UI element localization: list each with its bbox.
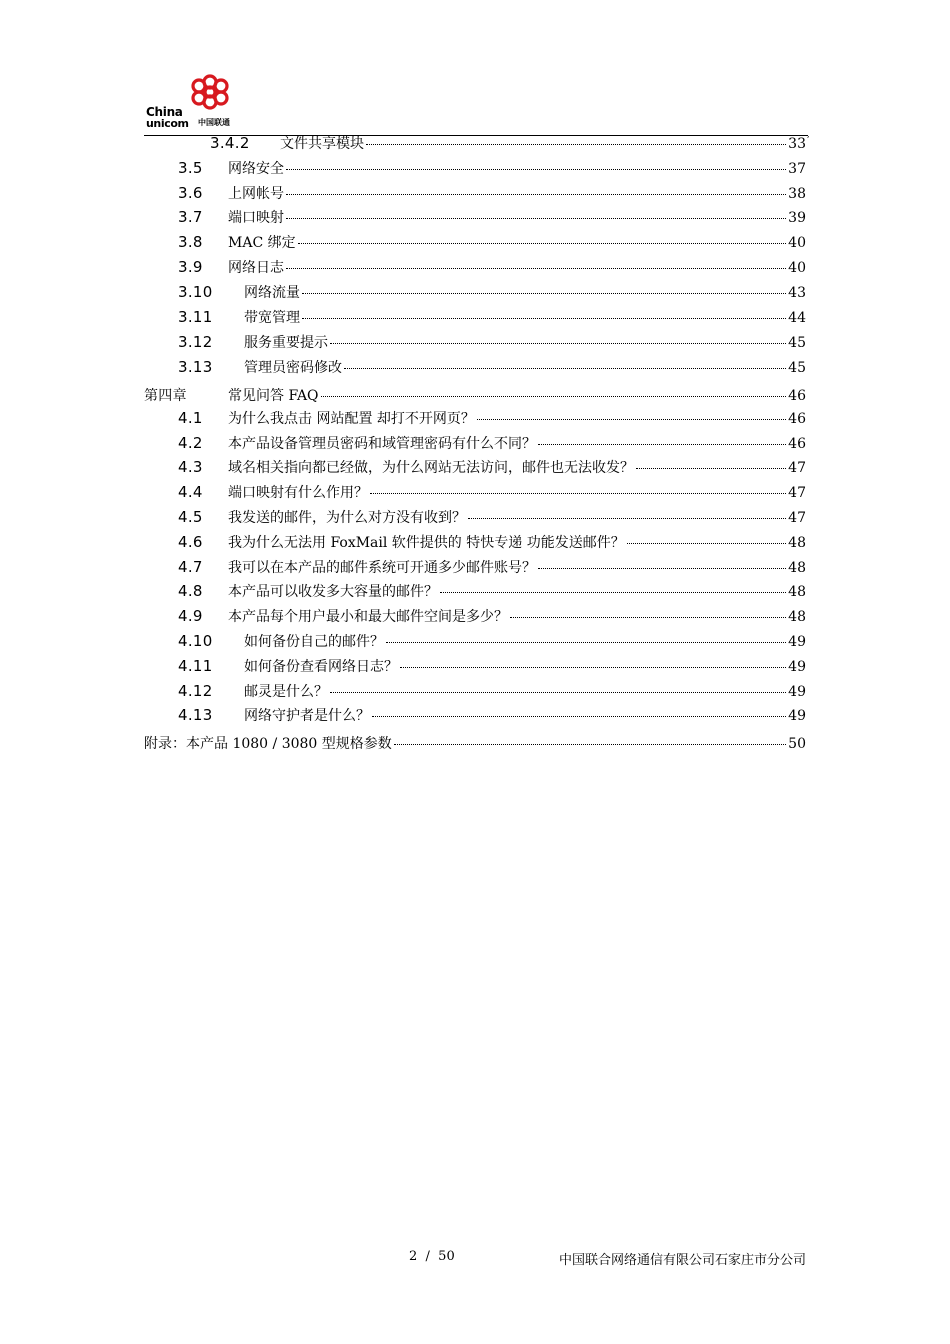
toc-entry-page: 49 — [788, 659, 806, 675]
toc-leader-dots — [538, 444, 786, 445]
toc-entry-number: 4.12 — [178, 682, 213, 700]
toc-entry-page: 48 — [788, 584, 806, 600]
toc-entry-page: 44 — [788, 310, 806, 326]
toc-entry[interactable] — [144, 232, 806, 256]
toc-entry-number: 3.4.2 — [210, 134, 250, 152]
toc-entry-number: 4.4 — [178, 483, 203, 501]
toc-entry[interactable] — [144, 482, 806, 506]
toc-entry[interactable] — [144, 557, 806, 581]
toc-leader-dots — [286, 169, 786, 170]
toc-entry-title: 本产品可以收发多大容量的邮件？ — [228, 584, 438, 600]
toc-leader-dots — [386, 642, 786, 643]
toc-entry[interactable] — [144, 385, 806, 409]
toc-entry-title: 端口映射有什么作用？ — [228, 485, 368, 501]
toc-entry-page: 33 — [788, 136, 806, 152]
toc-entry[interactable] — [144, 307, 806, 331]
toc-entry-page: 47 — [788, 485, 806, 501]
toc-entry-title: 我可以在本产品的邮件系统可开通多少邮件账号？ — [228, 560, 536, 576]
toc-leader-dots — [298, 243, 787, 244]
toc-entry-page: 38 — [788, 186, 806, 202]
toc-entry-number: 3.9 — [178, 258, 203, 276]
toc-entry-page: 45 — [788, 335, 806, 351]
toc-entry-title: 文件共享模块 — [280, 136, 364, 152]
logo-text-unicom: unicom — [146, 117, 189, 130]
toc-entry[interactable] — [144, 332, 806, 356]
toc-entry-page: 46 — [788, 388, 806, 404]
toc-leader-dots — [286, 218, 786, 219]
toc-leader-dots — [321, 396, 787, 397]
toc-entry-page: 40 — [788, 235, 806, 251]
toc-entry-title: 网络流量 — [244, 285, 300, 301]
toc-entry-number: 4.11 — [178, 657, 213, 675]
toc-entry-number: 3.8 — [178, 233, 203, 251]
toc-entry[interactable] — [144, 631, 806, 655]
toc-entry-page: 45 — [788, 360, 806, 376]
toc-leader-dots — [636, 468, 786, 469]
toc-entry[interactable] — [144, 282, 806, 306]
toc-entry-title: 带宽管理 — [244, 310, 300, 326]
toc-entry-title: 网络安全 — [228, 161, 284, 177]
toc-entry[interactable] — [144, 507, 806, 531]
toc-entry[interactable] — [144, 257, 806, 281]
header-mark: , — [807, 130, 810, 139]
toc-entry-number: 3.10 — [178, 283, 213, 301]
toc-leader-dots — [286, 268, 786, 269]
toc-entry[interactable] — [144, 183, 806, 207]
toc-entry-title: 常见问答 FAQ — [228, 388, 319, 404]
toc-entry[interactable] — [144, 433, 806, 457]
toc-entry-number: 4.1 — [178, 409, 203, 427]
toc-entry-page: 47 — [788, 510, 806, 526]
toc-entry-number: 4.5 — [178, 508, 203, 526]
toc-entry-title: 附录：本产品 1080 / 3080 型规格参数 — [144, 736, 392, 752]
toc-leader-dots — [477, 419, 786, 420]
toc-entry-title: 端口映射 — [228, 210, 284, 226]
toc-entry-page: 49 — [788, 684, 806, 700]
toc-entry[interactable] — [144, 158, 806, 182]
toc-leader-dots — [538, 568, 786, 569]
toc-entry-page: 47 — [788, 460, 806, 476]
toc-entry-number: 4.8 — [178, 582, 203, 600]
toc-entry[interactable] — [144, 606, 806, 630]
toc-leader-dots — [330, 343, 786, 344]
toc-entry[interactable] — [144, 656, 806, 680]
footer-organization: 中国联合网络通信有限公司石家庄市分公司 — [558, 1253, 806, 1268]
toc-entry[interactable] — [144, 457, 806, 481]
toc-entry[interactable] — [144, 581, 806, 605]
toc-leader-dots — [330, 692, 786, 693]
toc-leader-dots — [468, 518, 786, 519]
toc-entry[interactable] — [144, 705, 806, 729]
toc-entry[interactable] — [144, 357, 806, 381]
toc-entry-page: 49 — [788, 708, 806, 724]
toc-entry-number: 4.9 — [178, 607, 203, 625]
toc-entry-page: 43 — [788, 285, 806, 301]
toc-entry-page: 46 — [788, 436, 806, 452]
toc-entry-number: 4.3 — [178, 458, 203, 476]
toc-leader-dots — [510, 617, 786, 618]
toc-entry-number: 3.12 — [178, 333, 213, 351]
toc-entry-number: 3.11 — [178, 308, 213, 326]
toc-entry-title: MAC 绑定 — [228, 235, 296, 251]
toc-entry-title: 我发送的邮件，为什么对方没有收到？ — [228, 510, 466, 526]
toc-entry-title: 我为什么无法用 FoxMail 软件提供的 特快专递 功能发送邮件？ — [228, 535, 625, 551]
toc-entry-number: 4.13 — [178, 706, 213, 724]
toc-entry-page: 48 — [788, 560, 806, 576]
toc-entry-title: 本产品每个用户最小和最大邮件空间是多少？ — [228, 609, 508, 625]
unicom-knot-icon — [184, 74, 236, 114]
toc-entry-page: 46 — [788, 411, 806, 427]
toc-entry[interactable] — [144, 408, 806, 432]
footer-page-number: 2 / 50 — [409, 1249, 455, 1264]
toc-entry-title: 管理员密码修改 — [244, 360, 342, 376]
toc-entry-number: 4.2 — [178, 434, 203, 452]
toc-entry-number: 3.6 — [178, 184, 203, 202]
china-unicom-logo — [144, 74, 244, 132]
toc-entry-number: 3.7 — [178, 208, 203, 226]
toc-leader-dots — [400, 667, 786, 668]
toc-entry[interactable] — [144, 207, 806, 231]
toc-entry-page: 37 — [788, 161, 806, 177]
toc-entry-title: 本产品设备管理员密码和域管理密码有什么不同？ — [228, 436, 536, 452]
toc-entry-title: 如何备份自己的邮件？ — [244, 634, 384, 650]
toc-leader-dots — [394, 744, 786, 745]
toc-leader-dots — [302, 318, 786, 319]
toc-entry-title: 如何备份查看网络日志？ — [244, 659, 398, 675]
toc-leader-dots — [370, 493, 786, 494]
toc-leader-dots — [440, 592, 786, 593]
logo-text-cn: 中国联通 — [198, 118, 230, 127]
toc-leader-dots — [372, 716, 786, 717]
toc-entry-title: 域名相关指向都已经做，为什么网站无法访问，邮件也无法收发？ — [228, 460, 634, 476]
logo-text-china: China — [146, 105, 183, 119]
toc-entry-title: 网络守护者是什么？ — [244, 708, 370, 724]
toc-leader-dots — [302, 293, 786, 294]
toc-entry-page: 49 — [788, 634, 806, 650]
toc-entry-title: 网络日志 — [228, 260, 284, 276]
toc-leader-dots — [286, 194, 786, 195]
toc-entry-number: 4.7 — [178, 558, 203, 576]
toc-entry-number: 第四章 — [144, 388, 187, 404]
toc-entry-page: 40 — [788, 260, 806, 276]
toc-entry-title: 服务重要提示 — [244, 335, 328, 351]
toc-entry[interactable] — [144, 733, 806, 757]
toc-entry-page: 48 — [788, 609, 806, 625]
toc-entry-page: 48 — [788, 535, 806, 551]
toc-leader-dots — [344, 368, 786, 369]
toc-entry-title: 为什么我点击 网站配置 却打不开网页？ — [228, 411, 475, 427]
toc-entry[interactable] — [144, 532, 806, 556]
toc-entry-title: 上网帐号 — [228, 186, 284, 202]
toc-entry[interactable] — [144, 133, 806, 157]
toc-entry-page: 50 — [788, 736, 806, 752]
toc-entry-number: 3.13 — [178, 358, 213, 376]
toc-entry-title: 邮灵是什么？ — [244, 684, 328, 700]
toc-leader-dots — [366, 144, 786, 145]
toc-entry-number: 3.5 — [178, 159, 203, 177]
toc-entry-page: 39 — [788, 210, 806, 226]
toc-entry-number: 4.6 — [178, 533, 203, 551]
toc-entry[interactable] — [144, 681, 806, 705]
toc-leader-dots — [627, 543, 786, 544]
toc-entry-number: 4.10 — [178, 632, 213, 650]
